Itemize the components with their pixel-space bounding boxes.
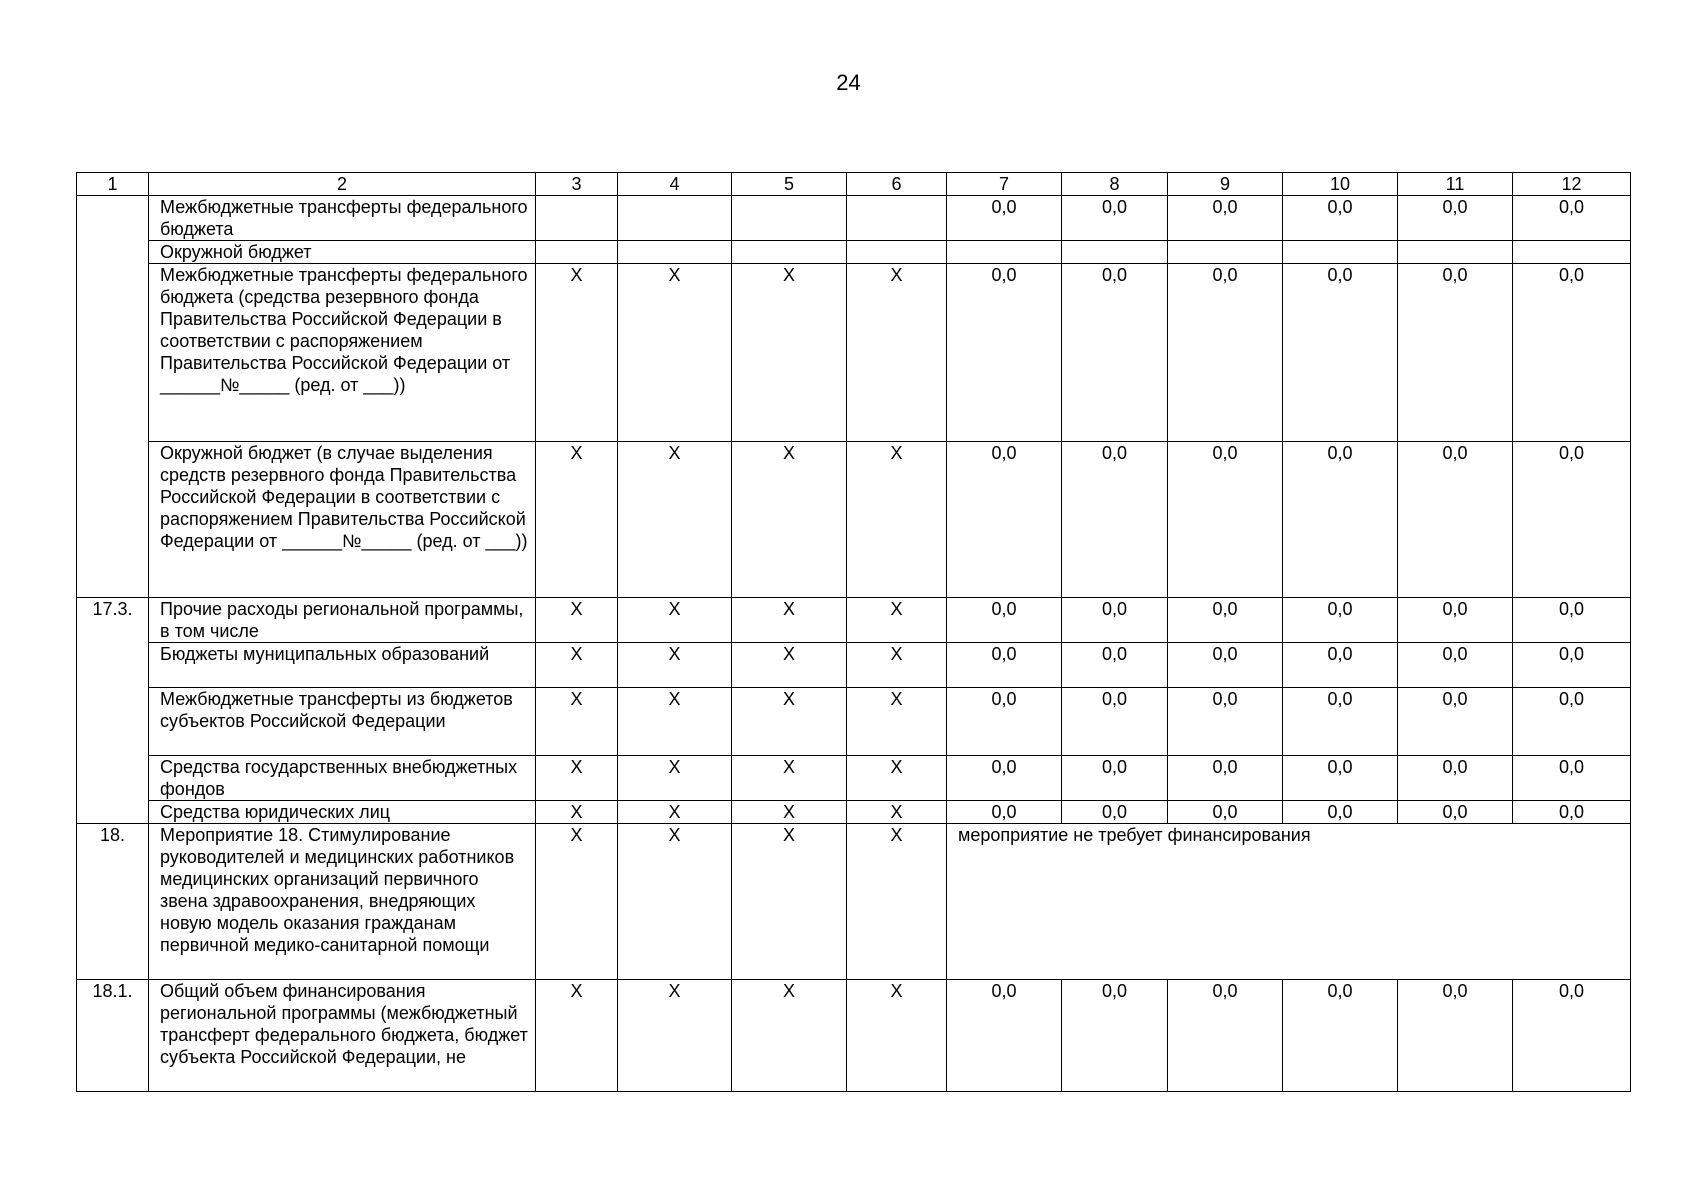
header-cell: 2 bbox=[149, 173, 536, 196]
cell-col4: X bbox=[618, 980, 732, 1092]
cell-col6 bbox=[847, 196, 947, 241]
cell-col9: 0,0 bbox=[1168, 756, 1283, 801]
budget-table bbox=[76, 172, 1631, 1092]
cell-col9: 0,0 bbox=[1168, 801, 1283, 824]
cell-col8: 0,0 bbox=[1062, 196, 1168, 241]
table-row bbox=[77, 196, 1631, 241]
table-row bbox=[77, 688, 1631, 756]
row-description: Средства юридических лиц bbox=[149, 801, 536, 824]
cell-col12: 0,0 bbox=[1513, 643, 1631, 688]
header-cell: 3 bbox=[536, 173, 618, 196]
cell-col5: X bbox=[732, 643, 847, 688]
row-number bbox=[77, 756, 149, 801]
cell-col3: X bbox=[536, 442, 618, 598]
cell-col4: X bbox=[618, 688, 732, 756]
cell-col4 bbox=[618, 196, 732, 241]
cell-col5: X bbox=[732, 980, 847, 1092]
cell-col5: X bbox=[732, 264, 847, 442]
cell-col8 bbox=[1062, 241, 1168, 264]
cell-col11 bbox=[1398, 241, 1513, 264]
cell-col8: 0,0 bbox=[1062, 756, 1168, 801]
cell-col10: 0,0 bbox=[1283, 196, 1398, 241]
cell-col6: X bbox=[847, 980, 947, 1092]
cell-col5: X bbox=[732, 442, 847, 598]
cell-col11: 0,0 bbox=[1398, 688, 1513, 756]
table-row bbox=[77, 598, 1631, 643]
cell-col8: 0,0 bbox=[1062, 688, 1168, 756]
cell-col3: X bbox=[536, 264, 618, 442]
cell-col9: 0,0 bbox=[1168, 643, 1283, 688]
cell-col9 bbox=[1168, 241, 1283, 264]
cell-col9: 0,0 bbox=[1168, 196, 1283, 241]
cell-col4: X bbox=[618, 643, 732, 688]
header-cell: 4 bbox=[618, 173, 732, 196]
cell-col8: 0,0 bbox=[1062, 801, 1168, 824]
cell-col4: X bbox=[618, 442, 732, 598]
cell-col5: X bbox=[732, 598, 847, 643]
cell-col4: X bbox=[618, 824, 732, 980]
cell-col3 bbox=[536, 241, 618, 264]
cell-col11: 0,0 bbox=[1398, 643, 1513, 688]
cell-col8: 0,0 bbox=[1062, 442, 1168, 598]
cell-col7: 0,0 bbox=[947, 643, 1062, 688]
cell-col11: 0,0 bbox=[1398, 756, 1513, 801]
cell-col11: 0,0 bbox=[1398, 980, 1513, 1092]
cell-col6: X bbox=[847, 264, 947, 442]
header-cell: 9 bbox=[1168, 173, 1283, 196]
cell-col6: X bbox=[847, 643, 947, 688]
header-cell: 1 bbox=[77, 173, 149, 196]
table-row bbox=[77, 756, 1631, 801]
table-row bbox=[77, 801, 1631, 824]
table-row bbox=[77, 824, 1631, 980]
cell-col10: 0,0 bbox=[1283, 801, 1398, 824]
row-number bbox=[77, 196, 149, 241]
header-cell: 8 bbox=[1062, 173, 1168, 196]
cell-col3: X bbox=[536, 688, 618, 756]
cell-col10: 0,0 bbox=[1283, 756, 1398, 801]
row-number bbox=[77, 643, 149, 688]
row-number bbox=[77, 241, 149, 264]
cell-col3: X bbox=[536, 598, 618, 643]
row-number bbox=[77, 801, 149, 824]
cell-col5: X bbox=[732, 688, 847, 756]
cell-col9: 0,0 bbox=[1168, 598, 1283, 643]
cell-col12: 0,0 bbox=[1513, 801, 1631, 824]
cell-col7 bbox=[947, 241, 1062, 264]
cell-col4: X bbox=[618, 264, 732, 442]
cell-col6: X bbox=[847, 598, 947, 643]
row-description: Межбюджетные трансферты из бюджетов субъектов Российской Федерации bbox=[149, 688, 536, 756]
cell-col10: 0,0 bbox=[1283, 643, 1398, 688]
cell-col7: 0,0 bbox=[947, 196, 1062, 241]
cell-col7: 0,0 bbox=[947, 756, 1062, 801]
cell-col7: 0,0 bbox=[947, 264, 1062, 442]
header-cell: 11 bbox=[1398, 173, 1513, 196]
cell-col3: X bbox=[536, 643, 618, 688]
cell-col12: 0,0 bbox=[1513, 196, 1631, 241]
cell-col11: 0,0 bbox=[1398, 442, 1513, 598]
cell-col6: X bbox=[847, 756, 947, 801]
cell-col5: X bbox=[732, 824, 847, 980]
cell-col7: 0,0 bbox=[947, 688, 1062, 756]
cell-col12: 0,0 bbox=[1513, 442, 1631, 598]
cell-col3: X bbox=[536, 824, 618, 980]
cell-col11: 0,0 bbox=[1398, 196, 1513, 241]
cell-col7: 0,0 bbox=[947, 598, 1062, 643]
row-number: 18. bbox=[77, 824, 149, 980]
table-row bbox=[77, 241, 1631, 264]
cell-col6: X bbox=[847, 688, 947, 756]
header-cell: 7 bbox=[947, 173, 1062, 196]
cell-col3 bbox=[536, 196, 618, 241]
row-description: Окружной бюджет bbox=[149, 241, 536, 264]
cell-col4: X bbox=[618, 756, 732, 801]
cell-col12: 0,0 bbox=[1513, 980, 1631, 1092]
row-description: Прочие расходы региональной программы, в том числе bbox=[149, 598, 536, 643]
cell-col6: X bbox=[847, 442, 947, 598]
cell-col9: 0,0 bbox=[1168, 980, 1283, 1092]
row-description: Общий объем финансирования региональной программы (межбюджетный трансферт федерального бюджета, бюджет субъекта Российской Федерации, не bbox=[149, 980, 536, 1092]
cell-col4: X bbox=[618, 598, 732, 643]
cell-col11: 0,0 bbox=[1398, 801, 1513, 824]
cell-col12: 0,0 bbox=[1513, 598, 1631, 643]
cell-col9: 0,0 bbox=[1168, 264, 1283, 442]
row-description: Мероприятие 18. Стимулирование руководителей и медицинских работников медицинских организаций первичного звена здравоохранения, внедряющих новую модель оказания гражданам первичной медико-санитарной помощи bbox=[149, 824, 536, 980]
cell-col3: X bbox=[536, 756, 618, 801]
row-number bbox=[77, 688, 149, 756]
cell-col11: 0,0 bbox=[1398, 598, 1513, 643]
cell-col10: 0,0 bbox=[1283, 980, 1398, 1092]
row-number: 17.3. bbox=[77, 598, 149, 643]
cell-col10 bbox=[1283, 241, 1398, 264]
cell-col4 bbox=[618, 241, 732, 264]
cell-col3: X bbox=[536, 980, 618, 1092]
cell-col12: 0,0 bbox=[1513, 264, 1631, 442]
cell-col6 bbox=[847, 241, 947, 264]
cell-col5 bbox=[732, 241, 847, 264]
cell-col7: 0,0 bbox=[947, 980, 1062, 1092]
header-cell: 5 bbox=[732, 173, 847, 196]
row-number: 18.1. bbox=[77, 980, 149, 1092]
table-header-row bbox=[77, 173, 1631, 196]
cell-col8: 0,0 bbox=[1062, 980, 1168, 1092]
header-cell: 12 bbox=[1513, 173, 1631, 196]
cell-col7: 0,0 bbox=[947, 442, 1062, 598]
cell-col10: 0,0 bbox=[1283, 442, 1398, 598]
cell-col9: 0,0 bbox=[1168, 688, 1283, 756]
cell-col10: 0,0 bbox=[1283, 264, 1398, 442]
cell-col8: 0,0 bbox=[1062, 598, 1168, 643]
no-funding-note: мероприятие не требует финансирования bbox=[947, 824, 1631, 980]
row-description: Бюджеты муниципальных образований bbox=[149, 643, 536, 688]
row-description: Межбюджетные трансферты федерального бюджета bbox=[149, 196, 536, 241]
row-number bbox=[77, 264, 149, 442]
header-cell: 6 bbox=[847, 173, 947, 196]
cell-col4: X bbox=[618, 801, 732, 824]
header-cell: 10 bbox=[1283, 173, 1398, 196]
table-row bbox=[77, 980, 1631, 1092]
row-description: Межбюджетные трансферты федерального бюджета (средства резервного фонда Правительства Российской Федерации в соответствии с распоряжением Правительства Российской Федерации от ______№_____ (ред. от ___)) bbox=[149, 264, 536, 442]
cell-col8: 0,0 bbox=[1062, 643, 1168, 688]
cell-col12: 0,0 bbox=[1513, 756, 1631, 801]
row-description: Окружной бюджет (в случае выделения средств резервного фонда Правительства Российской Федерации в соответствии с распоряжением Правительства Российской Федерации от ______№_____ (ред. от ___)) bbox=[149, 442, 536, 598]
table-row bbox=[77, 643, 1631, 688]
cell-col6: X bbox=[847, 824, 947, 980]
cell-col5: X bbox=[732, 801, 847, 824]
cell-col11: 0,0 bbox=[1398, 264, 1513, 442]
row-number bbox=[77, 442, 149, 598]
page-number: 24 bbox=[836, 70, 861, 95]
cell-col7: 0,0 bbox=[947, 801, 1062, 824]
cell-col12: 0,0 bbox=[1513, 688, 1631, 756]
table-row bbox=[77, 442, 1631, 598]
row-description: Средства государственных внебюджетных фондов bbox=[149, 756, 536, 801]
cell-col5: X bbox=[732, 756, 847, 801]
cell-col8: 0,0 bbox=[1062, 264, 1168, 442]
cell-col10: 0,0 bbox=[1283, 598, 1398, 643]
cell-col12 bbox=[1513, 241, 1631, 264]
cell-col9: 0,0 bbox=[1168, 442, 1283, 598]
cell-col5 bbox=[732, 196, 847, 241]
cell-col6: X bbox=[847, 801, 947, 824]
cell-col10: 0,0 bbox=[1283, 688, 1398, 756]
table-row bbox=[77, 264, 1631, 442]
cell-col3: X bbox=[536, 801, 618, 824]
